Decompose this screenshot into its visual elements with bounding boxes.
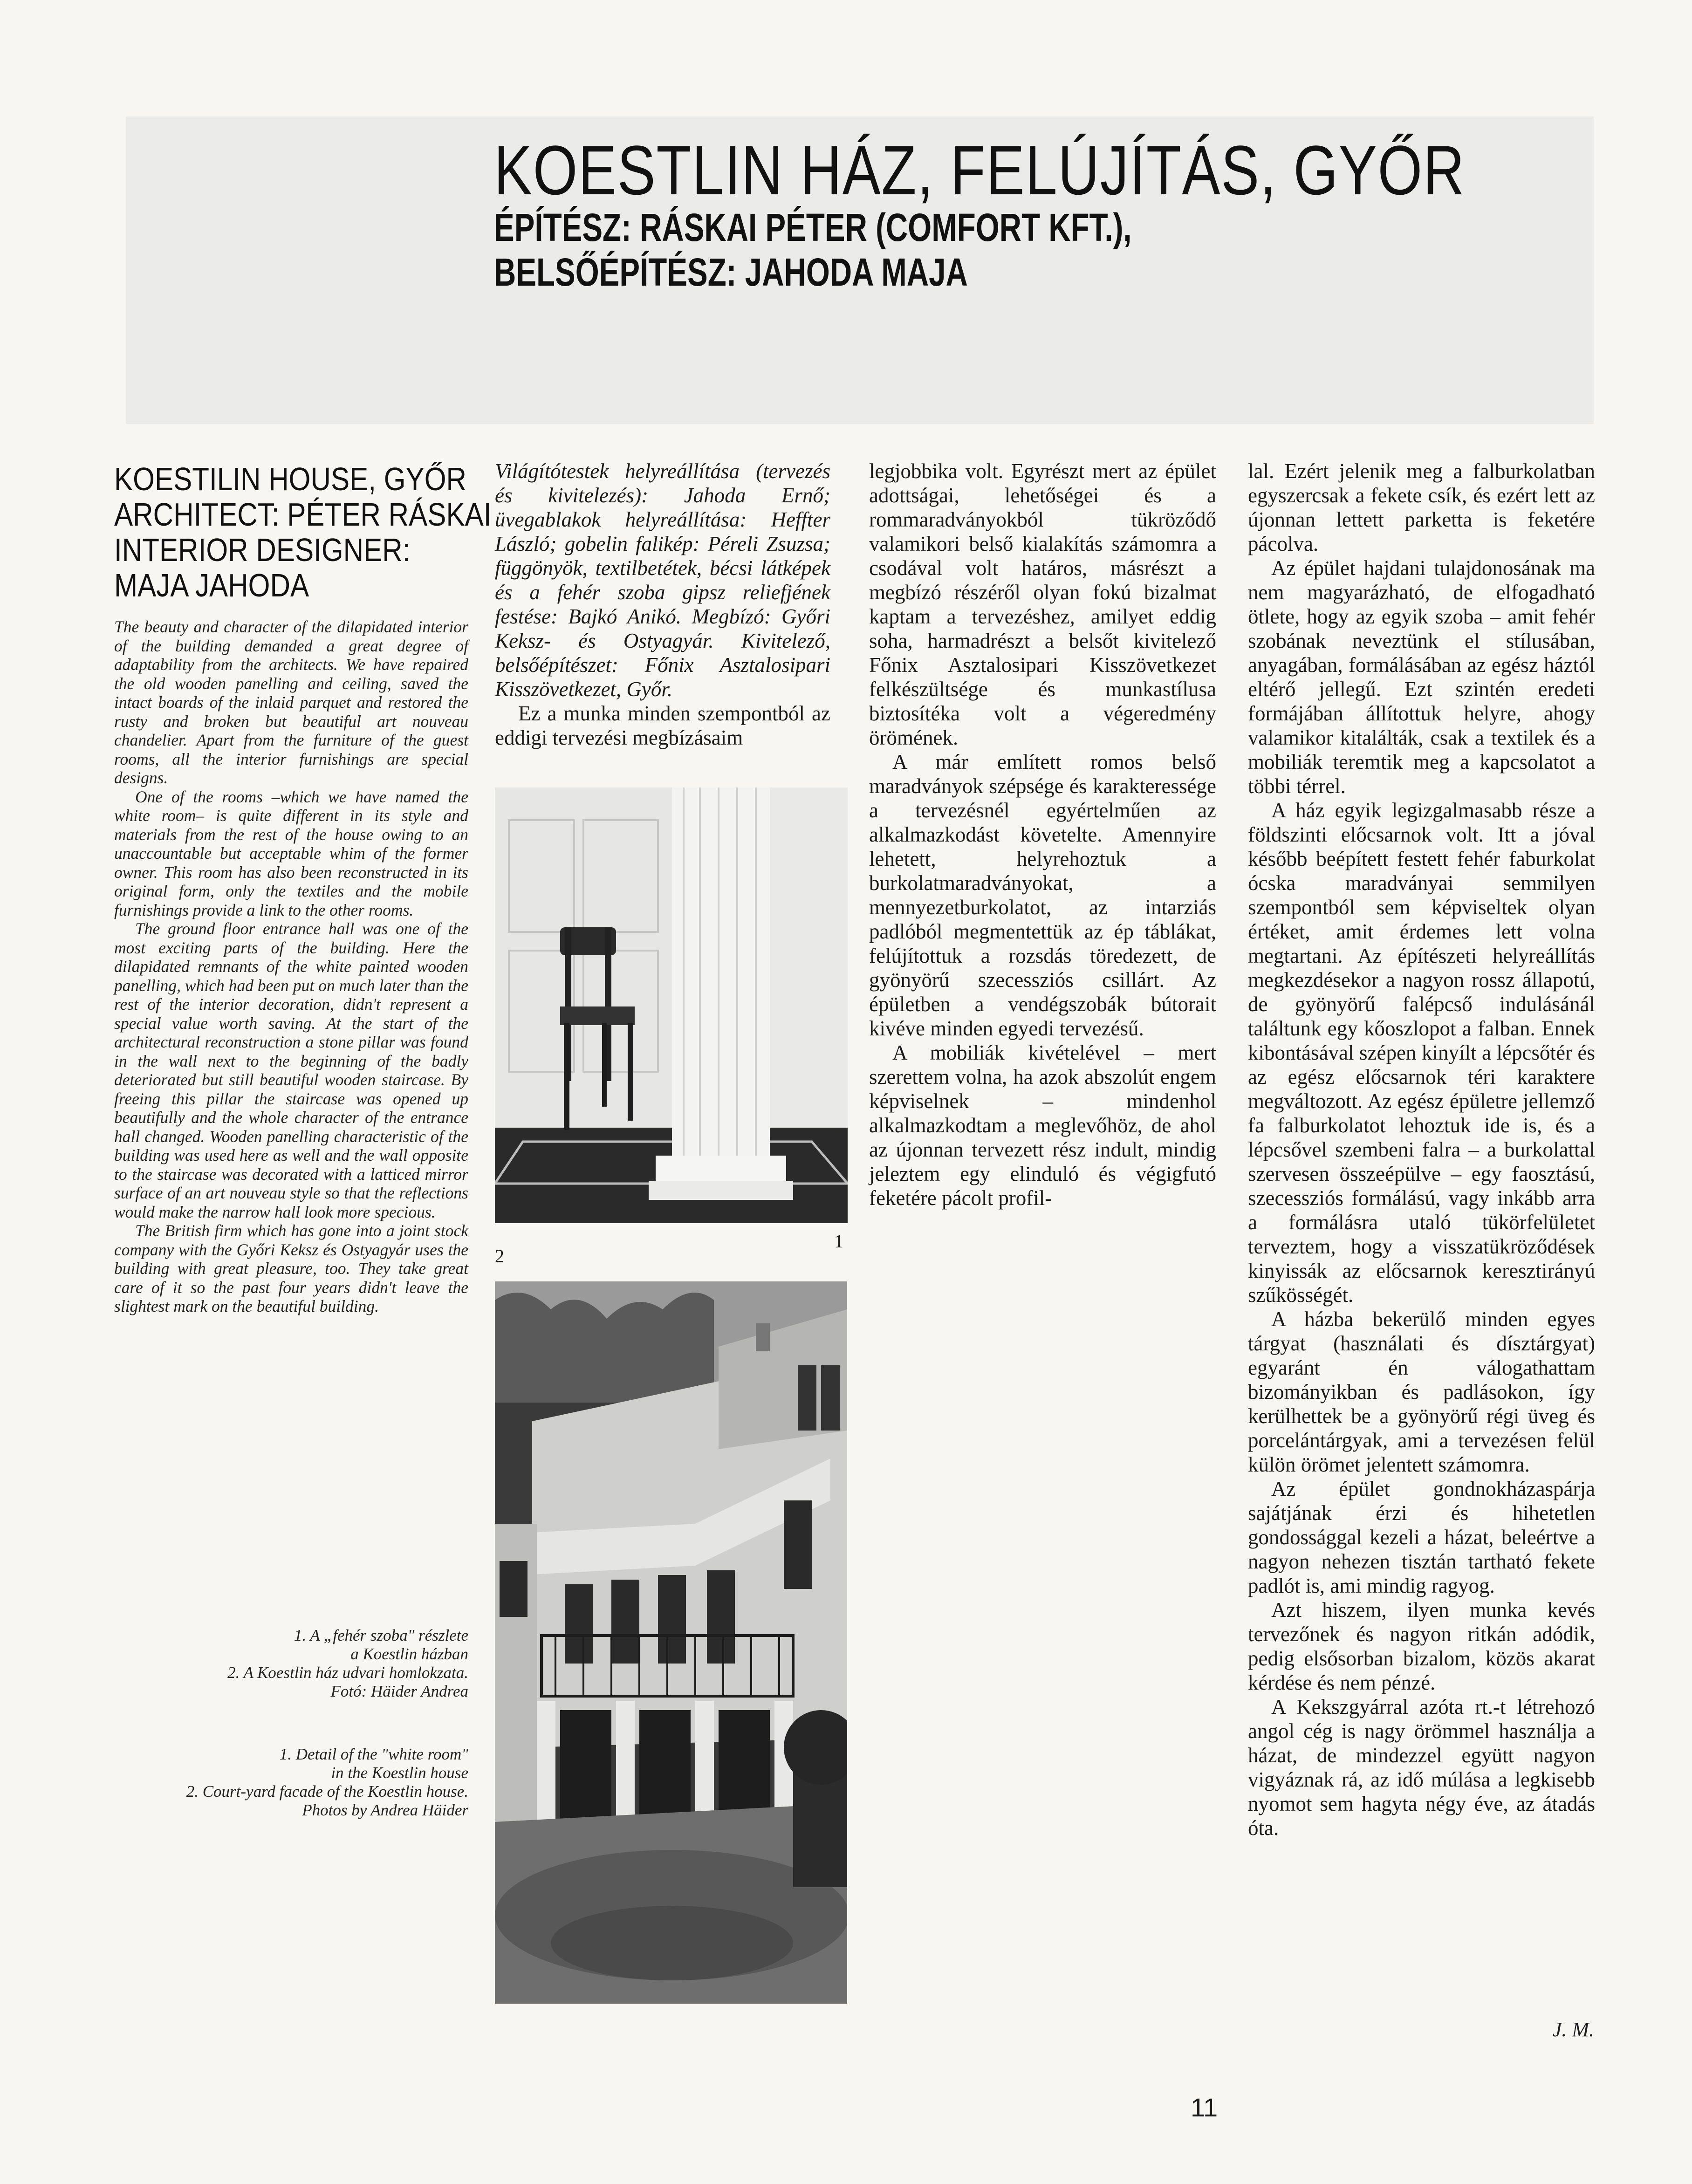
body-paragraph: lal. Ezért jelenik meg a falburkolatban egyszercsak a fekete csík, és ezért lett az újonnan lettett parketta is feketére pácolva. [1248,459,1595,555]
column-credits [495,459,830,750]
english-heading-line: KOESTILIN HOUSE, GYŐR [114,461,467,497]
english-heading [114,461,492,603]
body-paragraph: legjobbika volt. Egyrészt mert az épület adottságai, lehetőségei és a rommaradványokból tükröződő valamikori belső kialakítás számomra a csodával volt határos, másrészt a megbízó részéről olyan fokú bizalmat kaptam a tervezéshez, amilyet eddig soha, harmadrészt a belsőt kivitelező Főnix Asztalosipari Kisszövetkezet felkészültsége és munkastílusa biztosítéka volt a végeredmény örömének. [869,459,1216,749]
subtitle-line-architect: ÉPÍTÉSZ: RÁSKAI PÉTER (COMFORT KFT.), [494,205,1132,249]
author-signature: J. M. [1552,2018,1594,2041]
body-paragraph: A mobiliák kivételével – mert szerettem volna, ha azok abszolút engem képviselnek – mindenhol alkalmazkodtam a meglevőhöz, de ahol az újonnan tervezett rész indult, mindig jeleztem egy elinduló és végigfutó feketére pácolt profil- [869,1041,1216,1210]
intro-paragraph: Ez a munka minden szempontból az eddigi tervezési megbízásaim [495,702,830,749]
caption-line: Fotó: Häider Andrea [330,1682,468,1700]
english-heading-line: ARCHITECT: PÉTER RÁSKAI [114,496,492,533]
body-paragraph: Azt hiszem, ilyen munka kevés tervezőnek és nagyon ritkán adódik, pedig elsősorban bizalom, közös akarat kérdése és nem pénzé. [1248,1598,1595,1694]
body-paragraph: A házba bekerülő minden egyes tárgyat (használati és dísztárgyat) egyaránt én válogathattam bizományikban és padlásokon, így kerülhettek be a gyönyörű régi üveg és porcelántárgyak, ami a tervezésen felül külön örömet jelentett számomra. [1248,1308,1595,1476]
column-main-2 [1248,459,1595,1840]
body-paragraph: A már említett romos belső maradványok szépsége és karakteressége a tervezésnél egyértelműen az alkalmazkodást követelte. Amennyire lehetett, helyrehoztuk a burkolatmaradványokat, a mennyezetburkolatot, az intarziás padlóból megmentettük az ép táblákat, felújítottuk a rozsdás töredezett, de gyönyörű szecessziós csillárt. Az épületben a vendégszobák bútorait kivéve minden egyedi tervezésű. [869,750,1216,1040]
caption-line: Photos by Andrea Häider [302,1801,468,1819]
credits-paragraph: Világítótestek helyreállítása (tervezés és kivitelezés): Jahoda Ernő; üvegablakok helyreállítása: Heffter László; gobelin falikép: Péreli Zsuzsa; függönyök, textilbetétek, bécsi látképek és a fehér szoba gipsz reliefjének festése: Bajkó Anikó. Megbízó: Győri Keksz- és Ostyagyár. Kivitelező, belsőépítészet: Főnix Asztalosipari Kisszövetkezet, Győr. [495,459,830,701]
english-paragraph: The beauty and character of the dilapidated interior of the building demanded a great degree of adaptability from the architects. We have repaired the old wooden panelling and ceiling, saved the intact boards of the inlaid parquet and restored the rusty and broken but beautiful art nouveau chandelier. Apart from the furniture of the guest rooms, all the interior furnishings are special designs. [114,617,468,787]
caption-line: 2. A Koestlin ház udvari homlokzata. [227,1664,468,1682]
english-heading-line: MAJA JAHODA [114,567,309,603]
caption-line: in the Koestlin house [331,1764,468,1782]
courtyard-facade-illustration [495,1281,847,2004]
body-paragraph: A Kekszgyárral azóta rt.-t létrehozó angol cég is nagy örömmel használja a házat, de mindezzel együtt nagyon vigyáznak rá, az idő múlása a legkisebb nyomot sem hagyta négy éve, az átadás óta. [1248,1695,1595,1840]
photo-courtyard-facade [495,1281,847,2004]
column-main-1 [869,459,1216,1210]
page-subtitle [494,205,1132,294]
page-title: KOESTLIN HÁZ, FELÚJÍTÁS, GYŐR [494,131,1466,209]
english-summary [114,617,468,1316]
caption-line: 1. Detail of the "white room" [279,1745,468,1763]
caption-hungarian [114,1626,468,1701]
english-paragraph: The British firm which has gone into a joint stock company with the Győri Keksz és Ostyagyár uses the building with great pleasure, too. They take great care of it so the past four years didn't leave the slightest mark on the beautiful building. [114,1221,468,1315]
body-paragraph: A ház egyik legizgalmasabb része a földszinti előcsarnok volt. Itt a jóval később beépített festett fehér faburkolat ócska maradványai semmilyen szempontból sem képviseltek olyan értéket, amit érdemes lett volna megtartani. Az építészeti helyreállítás megkezdésekor a nagyon rossz állapotú, de gyönyörű falépcső indulásánál találtunk egy kőoszlopot a falban. Ennek kibontásával szépen kinyílt a lépcsőtér és az egész előcsarnok téri karaktere megváltozott. Az egész épületre jellemző fa falburkolatot lehoztuk ide is, és a lépcsővel szembeni falra – a burkolattal szervesen összeépülve – egy faosztású, szecessziós formálású, vagy inkább arra a formálásra utaló tükörfelületet terveztem, hogy a visszatükröződések kinyissák az előcsarnok keresztirányú szűkösségét. [1248,799,1595,1307]
body-paragraph: Az épület gondnokházaspárja sajátjának érzi és hihetetlen gondossággal kezeli a házat, beleértve a nagyon nehezen tisztán tartható fekete padlót is, ami mindig ragyog. [1248,1477,1595,1597]
english-paragraph: One of the rooms –which we have named the white room– is quite different in its style and materials from the rest of the house owing to an unaccountable but acceptable whim of the former owner. This room has also been reconstructed in its original form, only the textiles and the mobile furnishings provide a link to the other rooms. [114,787,468,919]
subtitle-line-interior: BELSŐÉPÍTÉSZ: JAHODA MAJA [494,250,968,294]
caption-english [114,1745,468,1820]
body-paragraph: Az épület hajdani tulajdonosának ma nem magyarázható, de elfogadható ötlete, hogy az egyik szoba – amit fehér szobának neveztünk el stílusában, anyagában, formálásában az egész háztól eltérő jellegű. Ezt szintén eredeti formájában állítottuk helyre, ahogy valamikor kitalálták, csak a textilek és a mobiliák teremtik meg a kapcsolatot a többi térrel. [1248,556,1595,798]
figure-number-2: 2 [495,1246,504,1267]
caption-line: 2. Court-yard facade of the Koestlin house. [186,1782,468,1801]
caption-line: 1. A „fehér szoba" részlete [294,1626,468,1644]
page-number: 11 [1191,2093,1218,2122]
photo-white-room [495,787,848,1223]
english-heading-line: INTERIOR DESIGNER: [114,532,411,568]
caption-line: a Koestlin házban [350,1645,468,1663]
english-paragraph: The ground floor entrance hall was one of the most exciting parts of the building. Here the dilapidated remnants of the white painted wooden panelling, which had been put on much later than the rest of the interior decoration, didn't represent a special value worth saving. At the start of the architectural reconstruction a stone pillar was found in the wall next to the beginning of the badly deteriorated but still beautiful wooden staircase. By freeing this pillar the staircase was opened up beautifully and the whole character of the entrance hall changed. Wooden panelling characteristic of the building was used here as well and the wall opposite to the staircase was decorated with a latticed mirror surface of an art nouveau style so that the reflections would make the narrow hall look more specious. [114,919,468,1221]
white-room-illustration [495,787,848,1223]
figure-number-1: 1 [834,1231,843,1252]
